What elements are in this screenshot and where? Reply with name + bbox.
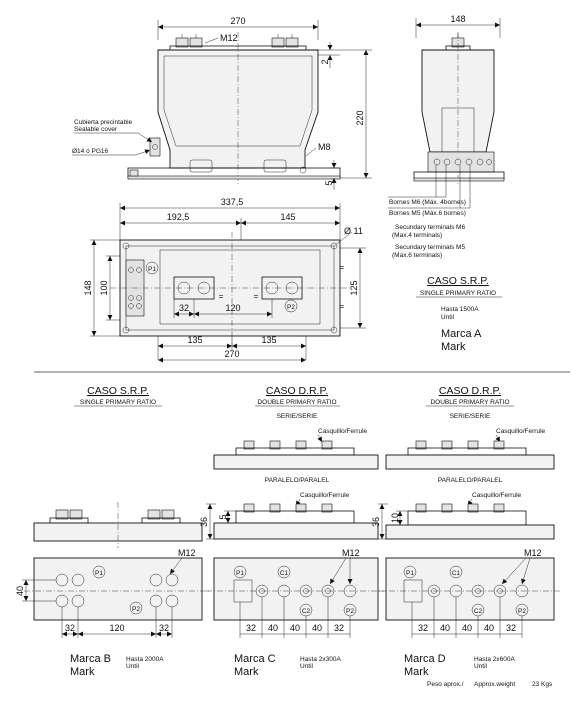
case-d-dim-3: 40	[461, 623, 473, 633]
terminals-m5-en-1: Secundary terminals M5	[395, 244, 466, 251]
case-d-dim-1: 32	[417, 623, 429, 633]
case-c-dim-5: 5	[218, 514, 228, 520]
case-d-marca: Marca D	[404, 653, 446, 665]
case-a-subtitle: SINGLE PRIMARY RATIO	[419, 290, 497, 297]
case-d-until: Until	[474, 663, 488, 670]
case-d-dim-5: 32	[505, 623, 517, 633]
case-c	[199, 385, 386, 678]
case-c-dim-4: 40	[311, 623, 323, 633]
side-view	[388, 14, 504, 259]
sealable-cover-es: Cubierta precintable	[74, 119, 133, 126]
case-d-mark: Mark	[404, 666, 429, 678]
plan-dim-148: 148	[83, 280, 93, 296]
case-b-p1: P1	[95, 570, 103, 577]
case-c-c1: C1	[279, 570, 289, 577]
case-c-dim-5b: 32	[333, 623, 345, 633]
terminals-m6-en-2: (Max.4 terminals)	[392, 232, 443, 239]
case-c-dim-36: 36	[199, 516, 209, 528]
sealable-cover-en: Sealable cover	[74, 126, 117, 133]
case-c-thread: M12	[342, 548, 360, 558]
weight-es: Peso aprox./	[427, 681, 464, 688]
side-width-dim: 148	[450, 14, 466, 24]
case-c-ferrule-2: Casquillo/Ferrule	[300, 492, 350, 499]
front-thread-m12: M12	[220, 33, 238, 43]
case-c-title: CASO D.R.P.	[265, 385, 329, 397]
plan-eq-2: =	[253, 292, 259, 301]
front-width-dim: 270	[230, 16, 246, 26]
plan-dim-100: 100	[99, 280, 109, 296]
case-d-p2: P2	[518, 608, 526, 615]
case-b-dim-120: 120	[109, 623, 125, 633]
plan-dim-270: 270	[224, 349, 240, 359]
plan-eq-1: =	[218, 292, 224, 301]
case-d-ferrule-1: Casquillo/Ferrule	[496, 428, 546, 435]
case-d-thread: M12	[524, 548, 542, 558]
case-d-dim-36: 36	[371, 516, 381, 528]
case-b-dim-40: 40	[15, 585, 25, 597]
case-c-mark: Mark	[234, 666, 259, 678]
case-d-ferrule-2: Casquillo/Ferrule	[472, 492, 522, 499]
case-c-dim-1: 32	[245, 623, 257, 633]
plan-total-dim: 337,5	[220, 197, 244, 207]
case-d-c1: C1	[451, 570, 461, 577]
case-b-mark: Mark	[70, 666, 95, 678]
terminals-m6-en-1: Secundary terminals M6	[395, 224, 466, 231]
case-b-subtitle: SINGLE PRIMARY RATIO	[79, 399, 157, 406]
case-c-c2: C2	[301, 608, 311, 615]
case-d-dim-10: 10	[390, 512, 400, 524]
case-c-ferrule-1: Casquillo/Ferrule	[318, 428, 368, 435]
plan-dim-135-left: 135	[187, 335, 203, 345]
front-dim-5: 5	[324, 180, 334, 186]
case-c-until: Until	[300, 663, 314, 670]
case-a-title: CASO S.R.P.	[427, 275, 489, 287]
terminals-m5-en-2: (Max.6 terminals)	[392, 252, 443, 259]
cable-gland: Ø14 ó PG16	[72, 148, 109, 155]
plan-dim-135-right: 135	[261, 335, 277, 345]
case-d	[371, 385, 562, 678]
case-c-subtitle: DOUBLE PRIMARY RATIO	[257, 399, 337, 406]
plan-hole-dim: Ø 11	[344, 226, 363, 236]
front-thread-m8: M8	[318, 142, 331, 152]
plan-left-dim: 192,5	[166, 212, 190, 222]
weight-note	[427, 681, 553, 688]
plan-eq-4: =	[339, 302, 345, 311]
case-b-thread: M12	[178, 548, 196, 558]
terminals-m5-es: Bornes M5 (Máx.6 bornes)	[389, 210, 466, 217]
case-d-paralelo: PARALELO/PARALEL	[437, 477, 503, 484]
case-c-hasta: Hasta 2x300A	[300, 656, 341, 663]
case-a-hasta: Hasta 1500A	[441, 306, 479, 313]
case-b-dim-32b: 32	[158, 623, 170, 633]
case-d-subtitle: DOUBLE PRIMARY RATIO	[430, 399, 510, 406]
plan-view	[83, 197, 366, 360]
case-a-marca: Marca A	[441, 328, 482, 340]
case-b-hasta: Hasta 2000A	[126, 656, 164, 663]
case-c-paralelo: PARALELO/PARALEL	[264, 477, 330, 484]
case-c-p2: P2	[346, 608, 354, 615]
case-d-title: CASO D.R.P.	[438, 385, 502, 397]
case-d-p1: P1	[406, 570, 414, 577]
case-a-until: Until	[441, 314, 455, 321]
case-b-marca: Marca B	[70, 653, 111, 665]
plan-p1: P1	[148, 266, 156, 273]
plan-eq-3: =	[339, 263, 345, 272]
plan-dim-120: 120	[225, 303, 241, 313]
case-a-mark: Mark	[441, 341, 466, 353]
terminals-m6-es: Bornes M6 (Máx. 4bornes)	[389, 199, 466, 206]
case-b-title: CASO S.R.P.	[87, 385, 149, 397]
plan-dim-32: 32	[178, 303, 190, 313]
case-a-label	[416, 275, 502, 353]
plan-right-dim: 145	[280, 212, 296, 222]
case-c-p1: P1	[236, 570, 244, 577]
case-d-dim-4: 40	[483, 623, 495, 633]
plan-p2: P2	[287, 304, 295, 311]
front-height-dim: 220	[355, 110, 365, 126]
case-c-serie: SERIE/SERIE	[276, 413, 318, 420]
case-d-serie: SERIE/SERIE	[449, 413, 491, 420]
case-d-dim-2: 40	[439, 623, 451, 633]
case-b-dim-32a: 32	[64, 623, 76, 633]
plan-dim-125: 125	[349, 280, 359, 296]
front-dim-2: 2	[320, 59, 330, 65]
case-c-dim-3: 40	[289, 623, 301, 633]
case-d-c2: C2	[473, 608, 483, 615]
front-view	[72, 16, 372, 190]
case-b-p2: P2	[132, 606, 140, 613]
weight-value: 23 Kgs	[532, 681, 553, 688]
weight-en: Approx.weight	[474, 681, 516, 688]
case-c-dim-2: 40	[267, 623, 279, 633]
case-d-hasta: Hasta 2x600A	[474, 656, 515, 663]
case-c-marca: Marca C	[234, 653, 276, 665]
case-b-until: Until	[126, 663, 140, 670]
case-b	[15, 385, 210, 678]
